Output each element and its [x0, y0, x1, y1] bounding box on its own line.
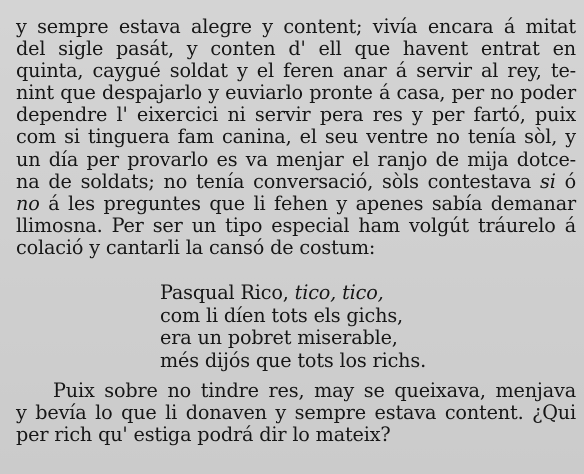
text-segment: na de soldats; no tenía conversació, sòls contestava [16, 169, 532, 193]
paragraph-1 [16, 16, 576, 259]
italic-word: no [16, 191, 40, 215]
verse-line: més dijós que tots los richs. [160, 348, 427, 372]
text-line: com si tinguera fam canina, el seu ventre no tenía sòl, y [16, 125, 576, 149]
text-line: Puix sobre no tindre res, may se queixava, menjava [53, 379, 576, 402]
verse-line [160, 282, 426, 305]
text-line: un día per provarlo es va menjar el ranjo de mija dotce- [16, 147, 576, 171]
verse-italic-segment: tico, tico, [294, 281, 384, 304]
text-line: del sigle pasát, y conten d' ell que havent entrat en [16, 37, 576, 61]
text-segment: á les preguntes que li fehen y apenes sabía demanar [48, 191, 576, 215]
text-line: quinta, caygué soldat y el feren anar á servir al rey, te- [16, 59, 576, 83]
text-line: nint que despajarlo y euviarlo pronte á casa, per no poder [16, 81, 576, 105]
text-line: dependre l' eixercici ni servir pera res y per fartó, puix [16, 103, 576, 127]
paragraph-2 [16, 380, 576, 446]
text-line-mixed [16, 193, 576, 215]
italic-word: si [540, 169, 556, 193]
text-line: y sempre estava alegre y content; vivía encara á mitat [16, 15, 576, 38]
text-segment: ó [564, 169, 576, 193]
text-line: colació y cantarli la cansó de costum: [16, 235, 376, 259]
text-line: y bevía lo que li donaven y sempre estava content. ¿Qui [16, 401, 576, 425]
verse-segment: Pasqual Rico, [160, 281, 289, 304]
verse-line: com li díen tots els gichs, [160, 303, 403, 327]
verse-stanza [160, 282, 426, 372]
text-line: per rich qu' estiga podrá dir lo mateix? [16, 423, 391, 447]
text-line-mixed [16, 171, 576, 193]
verse-line: era un pobret miserable, [160, 326, 398, 350]
text-line: llimosna. Per ser un tipo especial ham volgút tráurelo á [16, 213, 576, 237]
